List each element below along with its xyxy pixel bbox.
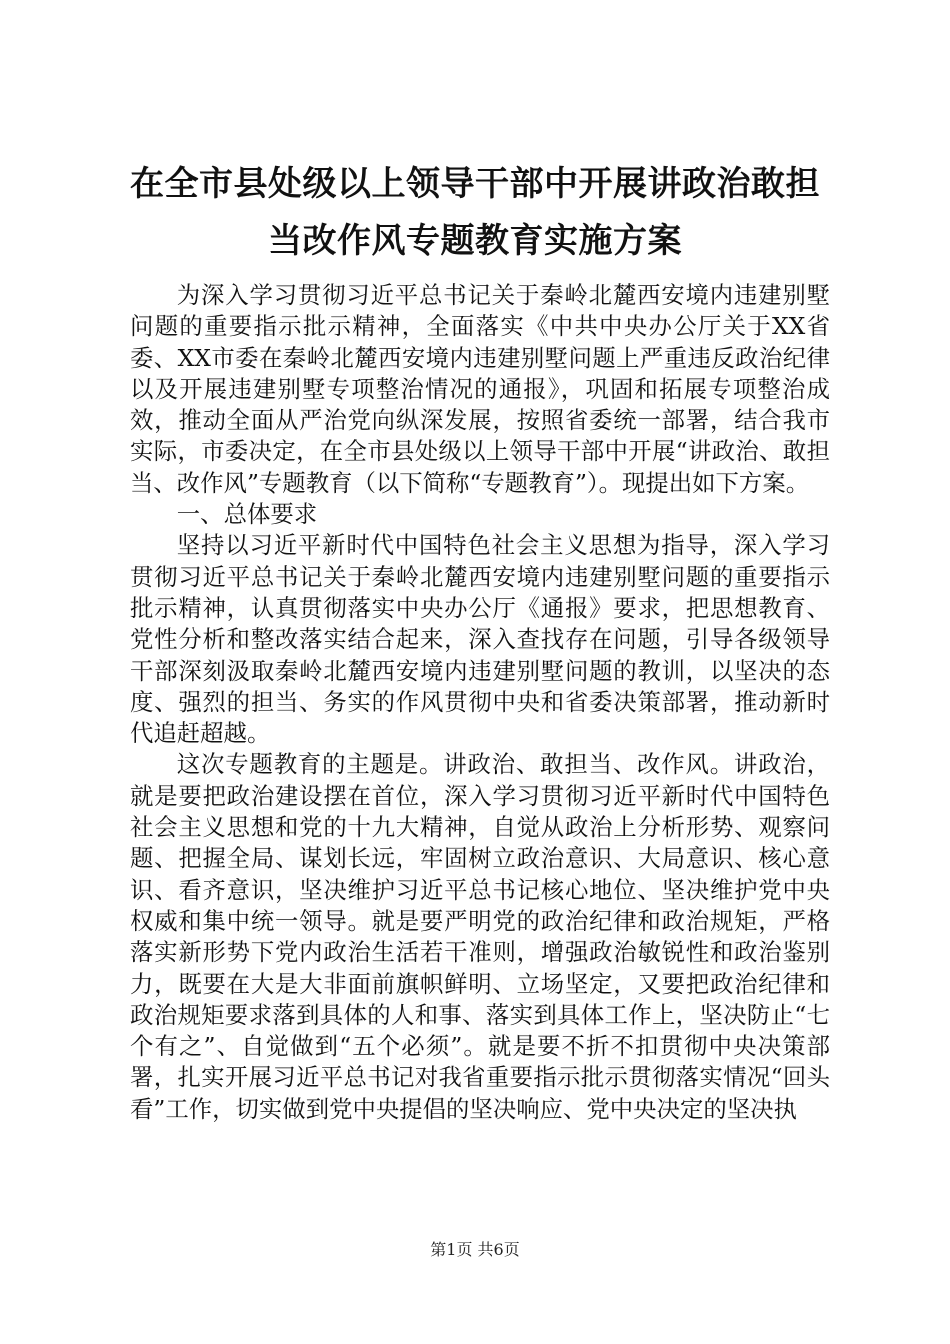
section-heading-general-requirements: 一、总体要求 — [176, 500, 318, 529]
paragraph-intro: 为深入学习贯彻习近平总书记关于秦岭北麓西安境内违建别墅问题的重要指示批示精神，全面落实《中共中央办公厅关于XX省委、XX市委在秦岭北麓西安境内违建别墅问题上严重违反政治纪律以及开展违建别墅专项整治情况的通报》，巩固和拓展专项整治成效，推动全面从严治党向纵深发展，按照省委统一部署，结合我市实际，市委决定，在全市县处级以上领导干部中开展“讲政治、敢担当、改作风”专题教育（以下简称“专题教育”）。现提出如下方案。 — [130, 281, 830, 497]
document-body — [130, 280, 830, 1125]
paragraph-theme: 这次专题教育的主题是。讲政治、敢担当、改作风。讲政治，就是要把政治建设摆在首位，深入学习贯彻习近平新时代中国特色社会主义思想和党的十九大精神，自觉从政治上分析形势、观察问题、把握全局、谋划长远，牢固树立政治意识、大局意识、核心意识、看齐意识，坚决维护习近平总书记核心地位、坚决维护党中央权威和集中统一领导。就是要严明党的政治纪律和政治规矩，严格落实新形势下党内政治生活若干准则，增强政治敏锐性和政治鉴别力，既要在大是大非面前旗帜鲜明、立场坚定，又要把政治纪律和政治规矩要求落到具体的人和事、落实到具体工作上，坚决防止“七个有之”、自觉做到“五个必须”。就是要不折不扣贯彻中央决策部署，扎实开展习近平总书记对我省重要指示批示贯彻落实情况“回头看”工作，切实做到党中央提倡的坚决响应、党中央决定的坚决执 — [130, 750, 830, 1123]
document-title-line2: 当改作风专题教育实施方案 — [268, 221, 682, 261]
paragraph-guiding-thought: 坚持以习近平新时代中国特色社会主义思想为指导，深入学习贯彻习近平总书记关于秦岭北麓西安境内违建别墅问题的重要指示批示精神，认真贯彻落实中央办公厅《通报》要求，把思想教育、党性分析和整改落实结合起来，深入查找存在问题，引导各级领导干部深刻汲取秦岭北麓西安境内违建别墅问题的教训，以坚决的态度、强烈的担当、务实的作风贯彻中央和省委决策部署，推动新时代追赶超越。 — [130, 531, 830, 748]
page-footer: 第1页 共6页 — [430, 1240, 520, 1259]
document-title-line1: 在全市县处级以上领导干部中开展讲政治敢担 — [130, 164, 820, 204]
